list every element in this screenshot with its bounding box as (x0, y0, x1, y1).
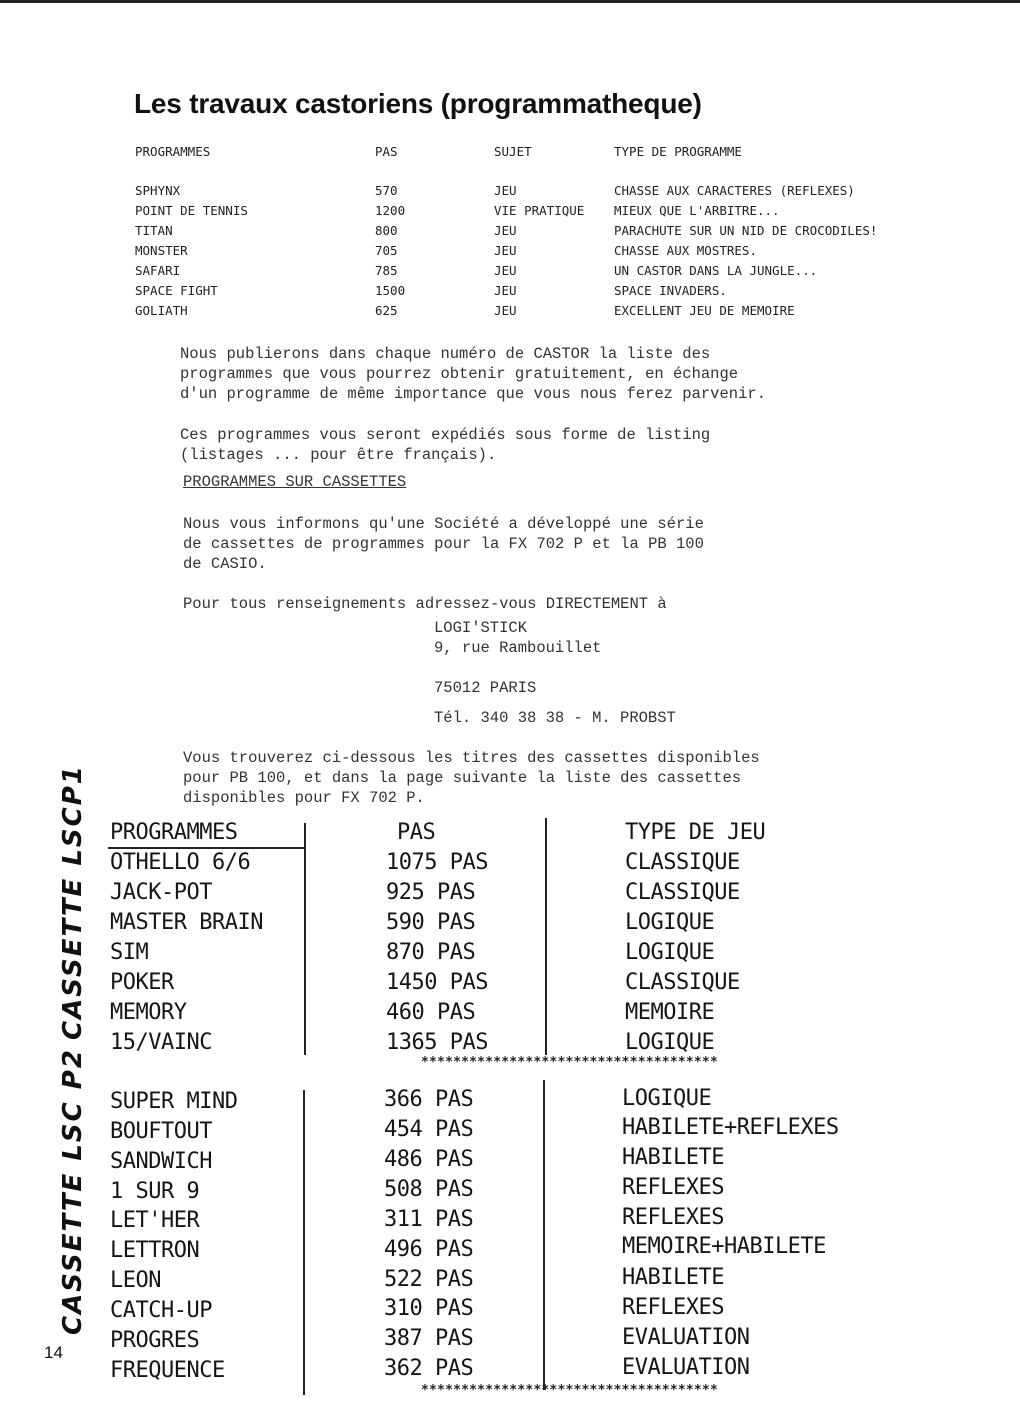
header-type: TYPE DE PROGRAMME (614, 144, 742, 159)
cassette-type: REFLEXES (622, 1295, 724, 1320)
paragraph-publish-line: Nous publierons dans chaque numéro de CASTOR la liste des (180, 345, 711, 363)
cassette-pas: 496 PAS (384, 1237, 474, 1262)
page-number: 14 (44, 1343, 63, 1362)
handwritten-cassette-label-2: CASSETTE LSC P2 (58, 1048, 88, 1335)
cassette-header-type: TYPE DE JEU (625, 820, 766, 845)
cassette-pas: 366 PAS (384, 1087, 474, 1112)
column-divider (543, 1080, 545, 1390)
row-pas: 1500 (375, 283, 406, 298)
paragraph-titles-line: Vous trouverez ci-dessous les titres des cassettes disponibles (183, 749, 760, 767)
row-name: SPACE FIGHT (135, 283, 218, 298)
column-divider (303, 1090, 305, 1395)
cassette-type: HABILETE (622, 1145, 724, 1170)
row-sujet: JEU (494, 223, 517, 238)
cassette-program: JACK-POT (110, 880, 212, 905)
cassette-program: 1 SUR 9 (110, 1179, 200, 1204)
cassette-program: CATCH-UP (110, 1298, 212, 1323)
row-sujet: JEU (494, 283, 517, 298)
row-type: CHASSE AUX CARACTERES (REFLEXES) (614, 183, 855, 198)
row-type: EXCELLENT JEU DE MEMOIRE (614, 303, 795, 318)
cassette-type: LOGIQUE (625, 940, 715, 965)
cassette-program: SUPER MIND (110, 1089, 238, 1114)
cassette-pas: 310 PAS (384, 1296, 474, 1321)
cassette-pas: 460 PAS (386, 1000, 476, 1025)
cassette-type: REFLEXES (622, 1175, 724, 1200)
address-phone: Tél. 340 38 38 - M. PROBST (434, 709, 676, 727)
page-title: Les travaux castoriens (programmatheque) (134, 88, 702, 119)
cassette-type: HABILETE (622, 1265, 724, 1290)
paragraph-publish-line: programmes que vous pourrez obtenir gratuitement, en échange (180, 365, 739, 383)
cassette-pas: 522 PAS (384, 1267, 474, 1292)
row-type: UN CASTOR DANS LA JUNGLE... (614, 263, 818, 278)
row-pas: 785 (375, 263, 398, 278)
column-divider (545, 818, 547, 1055)
address-street: 9, rue Rambouillet (434, 639, 602, 657)
paragraph-titles-line: disponibles pour FX 702 P. (183, 789, 425, 807)
column-divider (304, 823, 306, 1055)
header-pas: PAS (375, 144, 398, 159)
cassette-type: LOGIQUE (625, 1030, 715, 1055)
cassette-pas: 387 PAS (384, 1326, 474, 1351)
cassette-pas: 1365 PAS (386, 1030, 488, 1055)
cassette-program: LET'HER (110, 1208, 200, 1233)
cassette-program: MEMORY (110, 1000, 187, 1025)
cassette-type: REFLEXES (622, 1205, 724, 1230)
header-programmes: PROGRAMMES (135, 144, 211, 159)
cassette-pas: 362 PAS (384, 1356, 474, 1381)
row-name: SPHYNX (135, 183, 181, 198)
address-city: 75012 PARIS (434, 679, 537, 697)
header-underline (108, 847, 304, 849)
cassette-type: EVALUATION (622, 1325, 750, 1350)
section-heading-cassettes: PROGRAMMES SUR CASSETTES (183, 473, 407, 491)
row-sujet: JEU (494, 303, 517, 318)
cassette-pas: 870 PAS (386, 940, 476, 965)
cassette-program: SANDWICH (110, 1149, 212, 1174)
cassette-pas: 486 PAS (384, 1147, 474, 1172)
cassette-program: LEON (110, 1268, 161, 1293)
cassette-type: CLASSIQUE (625, 850, 740, 875)
paragraph-publish-line: d'un programme de même importance que vous nous ferez parvenir. (180, 385, 766, 403)
header-sujet: SUJET (494, 144, 532, 159)
cassette-pas: 1450 PAS (386, 970, 488, 995)
cassette-type: LOGIQUE (625, 910, 715, 935)
cassette-program: POKER (110, 970, 174, 995)
cassette-type: MEMOIRE (625, 1000, 715, 1025)
row-name: SAFARI (135, 263, 181, 278)
cassette-type: MEMOIRE+HABILETE (622, 1234, 826, 1259)
cassette-pas: 925 PAS (386, 880, 476, 905)
cassette-pas: 311 PAS (384, 1207, 474, 1232)
cassette-header-programmes: PROGRAMMES (110, 820, 238, 845)
cassette-pas: 590 PAS (386, 910, 476, 935)
cassette-type: CLASSIQUE (625, 970, 740, 995)
cassette-type: LOGIQUE (622, 1086, 712, 1111)
row-pas: 625 (375, 303, 398, 318)
row-type: SPACE INVADERS. (614, 283, 727, 298)
row-type: CHASSE AUX MOSTRES. (614, 243, 757, 258)
cassette-program: OTHELLO 6/6 (110, 850, 251, 875)
row-pas: 1200 (375, 203, 406, 218)
stars-separator: ************************************* (421, 1055, 718, 1070)
cassette-program: SIM (110, 940, 149, 965)
row-sujet: JEU (494, 183, 517, 198)
row-name: TITAN (135, 223, 173, 238)
cassette-program: 15/VAINC (110, 1030, 212, 1055)
paragraph-listing-line: Ces programmes vous seront expédiés sous forme de listing (180, 426, 711, 444)
row-type: MIEUX QUE L'ARBITRE... (614, 203, 780, 218)
paragraph-titles-line: pour PB 100, et dans la page suivante la liste des cassettes (183, 769, 742, 787)
paragraph-company-line: de cassettes de programmes pour la FX 702 P et la PB 100 (183, 535, 704, 553)
row-name: MONSTER (135, 243, 188, 258)
cassette-program: MASTER BRAIN (110, 910, 263, 935)
cassette-pas: 454 PAS (384, 1117, 474, 1142)
paragraph-company-line: Nous vous informons qu'une Société a développé une série (183, 515, 704, 533)
handwritten-cassette-label-1: CASSETTE LSCP1 (58, 764, 88, 1040)
cassette-type: HABILETE+REFLEXES (622, 1115, 839, 1140)
cassette-header-pas: PAS (397, 820, 436, 845)
cassette-pas: 508 PAS (384, 1177, 474, 1202)
cassette-type: CLASSIQUE (625, 880, 740, 905)
paragraph-listing-line: (listages ... pour être français). (180, 446, 497, 464)
cassette-program: FREQUENCE (110, 1358, 225, 1383)
cassette-pas: 1075 PAS (386, 850, 488, 875)
row-name: GOLIATH (135, 303, 188, 318)
cassette-program: PROGRES (110, 1328, 200, 1353)
cassette-type: EVALUATION (622, 1355, 750, 1380)
cassette-program: LETTRON (110, 1238, 200, 1263)
stars-separator: ************************************* (421, 1383, 718, 1398)
row-sujet: JEU (494, 243, 517, 258)
row-sujet: VIE PRATIQUE (494, 203, 585, 218)
row-pas: 705 (375, 243, 398, 258)
row-pas: 800 (375, 223, 398, 238)
paragraph-contact: Pour tous renseignements adressez-vous DIRECTEMENT à (183, 595, 667, 613)
row-pas: 570 (375, 183, 398, 198)
row-type: PARACHUTE SUR UN NID DE CROCODILES! (614, 223, 878, 238)
row-sujet: JEU (494, 263, 517, 278)
top-rule (0, 0, 1020, 3)
cassette-program: BOUFTOUT (110, 1119, 212, 1144)
row-name: POINT DE TENNIS (135, 203, 248, 218)
address-company: LOGI'STICK (434, 619, 528, 637)
paragraph-company-line: de CASIO. (183, 555, 267, 573)
